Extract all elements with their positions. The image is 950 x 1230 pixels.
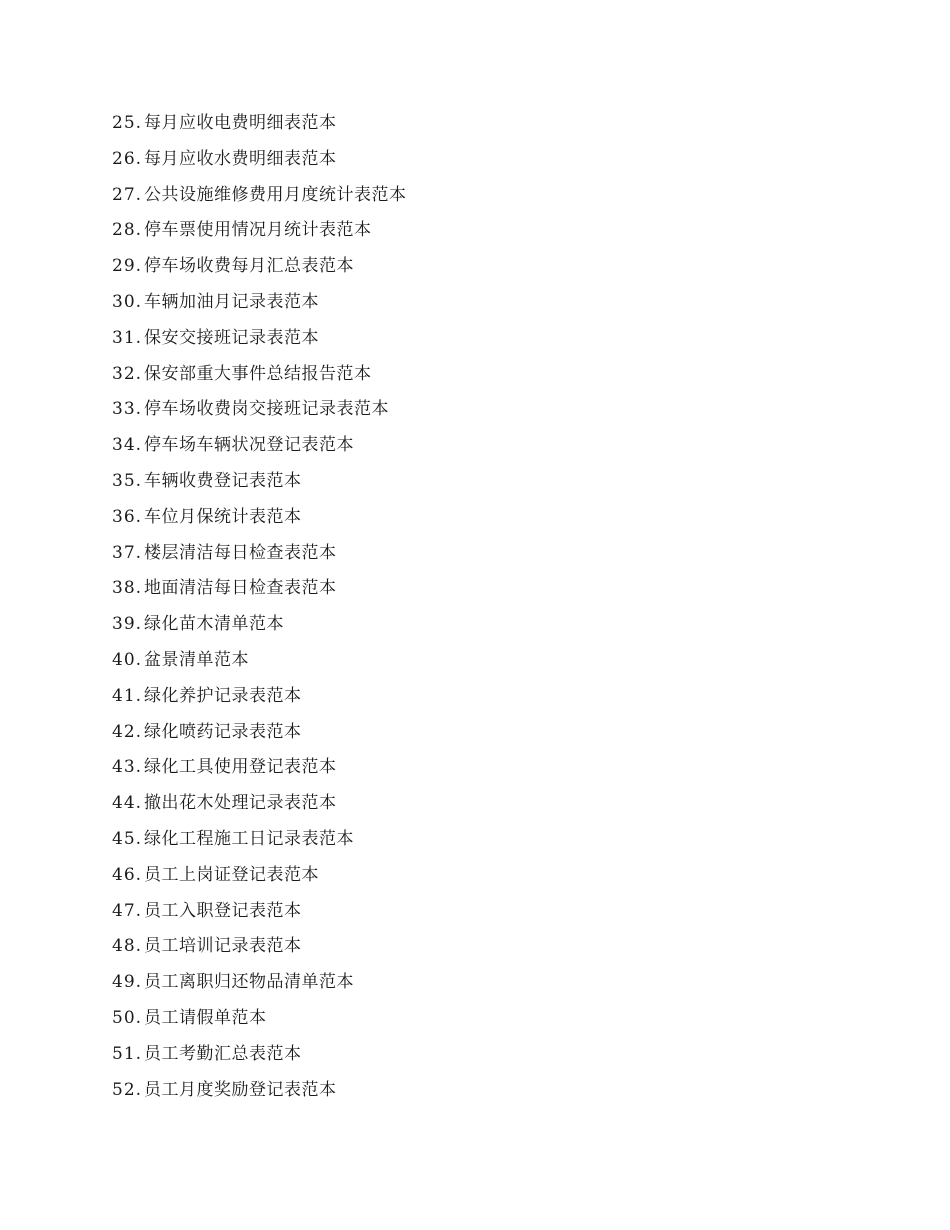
- list-item: [112, 392, 407, 428]
- list-item: [112, 285, 407, 321]
- item-text: 每月应收电费明细表范本: [144, 113, 337, 133]
- list-item: [112, 178, 407, 214]
- item-text: 停车场收费岗交接班记录表范本: [144, 399, 390, 420]
- item-text: 车辆加油月记录表范本: [144, 291, 320, 312]
- list-item: [112, 607, 407, 643]
- item-text: 停车场收费每月汇总表范本: [144, 256, 355, 277]
- item-number: 34.: [112, 435, 143, 456]
- list-item: [112, 428, 407, 464]
- list-item: [112, 106, 407, 142]
- item-number: 28.: [112, 220, 143, 241]
- list-item: [112, 142, 407, 178]
- item-number: 26.: [112, 148, 143, 169]
- item-number: 37.: [112, 542, 143, 563]
- item-text: 撤出花木处理记录表范本: [144, 793, 337, 814]
- item-text: 停车场车辆状况登记表范本: [144, 435, 355, 456]
- item-text: 员工上岗证登记表范本: [144, 864, 320, 885]
- list-item: [112, 750, 407, 786]
- list-item: [112, 715, 407, 751]
- item-number: 27.: [112, 184, 143, 205]
- item-number: 40.: [112, 649, 143, 670]
- item-text: 保安交接班记录表范本: [144, 327, 320, 348]
- item-text: 员工离职归还物品清单范本: [144, 972, 355, 993]
- list-item: [112, 536, 407, 572]
- item-text: 停车票使用情况月统计表范本: [144, 220, 372, 241]
- item-number: 50.: [112, 1007, 143, 1028]
- list-item: [112, 929, 407, 965]
- list-item: [112, 1073, 407, 1109]
- item-number: 31.: [112, 327, 143, 348]
- item-text: 车位月保统计表范本: [144, 506, 302, 527]
- list-item: [112, 894, 407, 930]
- list-item: [112, 786, 407, 822]
- item-number: 49.: [112, 972, 143, 993]
- item-number: 35.: [112, 470, 143, 491]
- item-text: 地面清洁每日检查表范本: [144, 578, 337, 599]
- item-text: 员工考勤汇总表范本: [144, 1043, 302, 1064]
- item-text: 员工培训记录表范本: [144, 936, 302, 957]
- item-number: 52.: [112, 1079, 143, 1100]
- item-text: 盆景清单范本: [144, 649, 250, 670]
- list-item: [112, 858, 407, 894]
- item-number: 39.: [112, 614, 143, 635]
- item-number: 46.: [112, 864, 143, 885]
- list-item: [112, 1001, 407, 1037]
- item-number: 38.: [112, 578, 143, 599]
- list-item: [112, 1037, 407, 1073]
- item-number: 33.: [112, 399, 143, 420]
- list-item: [112, 321, 407, 357]
- item-number: 43.: [112, 757, 143, 778]
- item-text: 绿化养护记录表范本: [144, 685, 302, 706]
- list-item: [112, 500, 407, 536]
- item-text: 车辆收费登记表范本: [144, 470, 302, 491]
- item-number: 30.: [112, 291, 143, 312]
- item-text: 公共设施维修费用月度统计表范本: [144, 184, 407, 205]
- list-item: [112, 679, 407, 715]
- list-item: [112, 822, 407, 858]
- template-list: [112, 106, 407, 1108]
- item-text: 保安部重大事件总结报告范本: [144, 363, 372, 384]
- list-item: [112, 357, 407, 393]
- item-number: 25.: [112, 113, 143, 133]
- list-item: [112, 249, 407, 285]
- item-text: 绿化工程施工日记录表范本: [144, 828, 355, 849]
- item-number: 51.: [112, 1043, 143, 1064]
- item-text: 每月应收水费明细表范本: [144, 148, 337, 169]
- item-text: 楼层清洁每日检查表范本: [144, 542, 337, 563]
- item-text: 员工请假单范本: [144, 1007, 267, 1028]
- item-number: 47.: [112, 900, 143, 921]
- item-text: 员工月度奖励登记表范本: [144, 1079, 337, 1100]
- item-number: 45.: [112, 828, 143, 849]
- item-number: 41.: [112, 685, 143, 706]
- list-item: [112, 643, 407, 679]
- item-number: 32.: [112, 363, 143, 384]
- list-item: [112, 213, 407, 249]
- list-item: [112, 571, 407, 607]
- item-number: 42.: [112, 721, 143, 742]
- list-item: [112, 464, 407, 500]
- item-text: 员工入职登记表范本: [144, 900, 302, 921]
- item-number: 36.: [112, 506, 143, 527]
- item-number: 48.: [112, 936, 143, 957]
- item-text: 绿化苗木清单范本: [144, 614, 285, 635]
- item-text: 绿化工具使用登记表范本: [144, 757, 337, 778]
- item-number: 29.: [112, 256, 143, 277]
- list-item: [112, 965, 407, 1001]
- item-number: 44.: [112, 793, 143, 814]
- item-text: 绿化喷药记录表范本: [144, 721, 302, 742]
